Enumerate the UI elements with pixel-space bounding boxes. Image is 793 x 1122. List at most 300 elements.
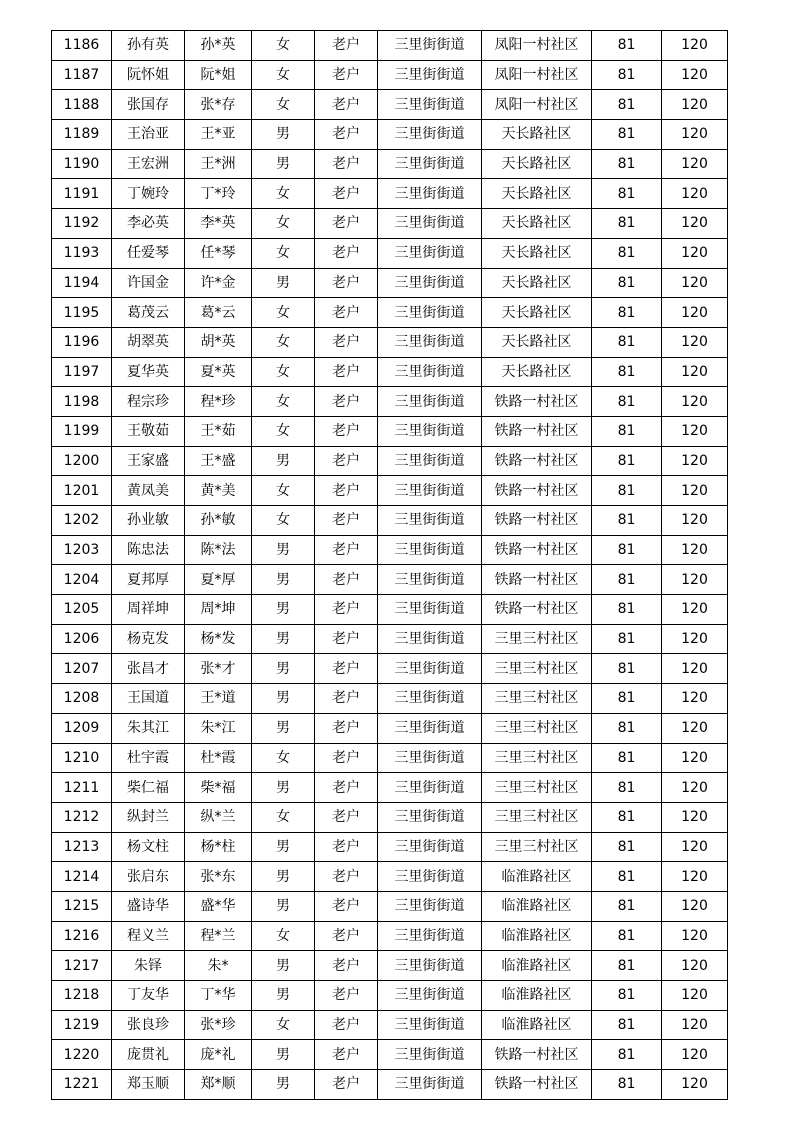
name-cell: 杨文柱 [112, 832, 185, 862]
household-type-cell: 老户 [315, 684, 378, 714]
row-number-cell: 1194 [52, 268, 112, 298]
amount-cell: 120 [662, 120, 728, 150]
table-row [52, 832, 728, 862]
amount-cell: 120 [662, 327, 728, 357]
row-number-cell: 1214 [52, 862, 112, 892]
community-cell: 铁路一村社区 [482, 387, 592, 417]
sex-cell: 男 [252, 654, 315, 684]
name-cell: 张良珍 [112, 1010, 185, 1040]
amount-cell: 120 [662, 357, 728, 387]
amount-cell: 120 [662, 506, 728, 536]
table-row [52, 149, 728, 179]
household-type-cell: 老户 [315, 60, 378, 90]
masked-name-cell: 王*道 [185, 684, 252, 714]
street-cell: 三里街街道 [378, 535, 482, 565]
community-cell: 天长路社区 [482, 120, 592, 150]
table-row [52, 357, 728, 387]
amount-cell: 120 [662, 684, 728, 714]
name-cell: 张国存 [112, 90, 185, 120]
household-type-cell: 老户 [315, 416, 378, 446]
sex-cell: 女 [252, 31, 315, 61]
age-cell: 81 [592, 951, 662, 981]
street-cell: 三里街街道 [378, 1070, 482, 1100]
sex-cell: 女 [252, 90, 315, 120]
sex-cell: 女 [252, 921, 315, 951]
household-type-cell: 老户 [315, 743, 378, 773]
table-row [52, 60, 728, 90]
table-row [52, 862, 728, 892]
age-cell: 81 [592, 981, 662, 1011]
table-row [52, 1070, 728, 1100]
row-number-cell: 1187 [52, 60, 112, 90]
sex-cell: 男 [252, 446, 315, 476]
amount-cell: 120 [662, 654, 728, 684]
household-type-cell: 老户 [315, 1040, 378, 1070]
name-cell: 朱其江 [112, 713, 185, 743]
table-row [52, 416, 728, 446]
name-cell: 陈忠法 [112, 535, 185, 565]
community-cell: 临淮路社区 [482, 981, 592, 1011]
street-cell: 三里街街道 [378, 209, 482, 239]
masked-name-cell: 张*才 [185, 654, 252, 684]
household-type-cell: 老户 [315, 624, 378, 654]
name-cell: 胡翠英 [112, 327, 185, 357]
sex-cell: 女 [252, 357, 315, 387]
household-type-cell: 老户 [315, 862, 378, 892]
name-cell: 盛诗华 [112, 891, 185, 921]
age-cell: 81 [592, 387, 662, 417]
amount-cell: 120 [662, 713, 728, 743]
row-number-cell: 1211 [52, 773, 112, 803]
household-type-cell: 老户 [315, 90, 378, 120]
amount-cell: 120 [662, 476, 728, 506]
household-type-cell: 老户 [315, 773, 378, 803]
community-cell: 三里三村社区 [482, 832, 592, 862]
masked-name-cell: 夏*厚 [185, 565, 252, 595]
row-number-cell: 1200 [52, 446, 112, 476]
community-cell: 铁路一村社区 [482, 535, 592, 565]
community-cell: 天长路社区 [482, 327, 592, 357]
name-cell: 郑玉顺 [112, 1070, 185, 1100]
sex-cell: 男 [252, 684, 315, 714]
sex-cell: 女 [252, 327, 315, 357]
household-type-cell: 老户 [315, 713, 378, 743]
street-cell: 三里街街道 [378, 862, 482, 892]
name-cell: 王敬茹 [112, 416, 185, 446]
household-type-cell: 老户 [315, 209, 378, 239]
street-cell: 三里街街道 [378, 357, 482, 387]
table-row [52, 476, 728, 506]
row-number-cell: 1217 [52, 951, 112, 981]
name-cell: 程宗珍 [112, 387, 185, 417]
age-cell: 81 [592, 832, 662, 862]
street-cell: 三里街街道 [378, 565, 482, 595]
age-cell: 81 [592, 268, 662, 298]
table-row [52, 120, 728, 150]
community-cell: 三里三村社区 [482, 684, 592, 714]
community-cell: 临淮路社区 [482, 921, 592, 951]
street-cell: 三里街街道 [378, 1040, 482, 1070]
sex-cell: 男 [252, 595, 315, 625]
name-cell: 王宏洲 [112, 149, 185, 179]
age-cell: 81 [592, 90, 662, 120]
row-number-cell: 1206 [52, 624, 112, 654]
amount-cell: 120 [662, 743, 728, 773]
age-cell: 81 [592, 535, 662, 565]
row-number-cell: 1205 [52, 595, 112, 625]
street-cell: 三里街街道 [378, 595, 482, 625]
row-number-cell: 1189 [52, 120, 112, 150]
amount-cell: 120 [662, 535, 728, 565]
household-type-cell: 老户 [315, 891, 378, 921]
sex-cell: 女 [252, 506, 315, 536]
age-cell: 81 [592, 506, 662, 536]
sex-cell: 男 [252, 565, 315, 595]
community-cell: 凤阳一村社区 [482, 31, 592, 61]
masked-name-cell: 张*存 [185, 90, 252, 120]
age-cell: 81 [592, 209, 662, 239]
row-number-cell: 1210 [52, 743, 112, 773]
name-cell: 阮怀姐 [112, 60, 185, 90]
table-row [52, 565, 728, 595]
age-cell: 81 [592, 862, 662, 892]
amount-cell: 120 [662, 209, 728, 239]
masked-name-cell: 王*盛 [185, 446, 252, 476]
age-cell: 81 [592, 298, 662, 328]
age-cell: 81 [592, 357, 662, 387]
street-cell: 三里街街道 [378, 743, 482, 773]
masked-name-cell: 葛*云 [185, 298, 252, 328]
table-row [52, 713, 728, 743]
sex-cell: 女 [252, 387, 315, 417]
row-number-cell: 1190 [52, 149, 112, 179]
sex-cell: 女 [252, 476, 315, 506]
row-number-cell: 1213 [52, 832, 112, 862]
community-cell: 铁路一村社区 [482, 565, 592, 595]
community-cell: 三里三村社区 [482, 743, 592, 773]
amount-cell: 120 [662, 31, 728, 61]
row-number-cell: 1192 [52, 209, 112, 239]
table-row [52, 268, 728, 298]
age-cell: 81 [592, 238, 662, 268]
masked-name-cell: 杨*柱 [185, 832, 252, 862]
community-cell: 天长路社区 [482, 179, 592, 209]
street-cell: 三里街街道 [378, 238, 482, 268]
street-cell: 三里街街道 [378, 327, 482, 357]
row-number-cell: 1219 [52, 1010, 112, 1040]
community-cell: 铁路一村社区 [482, 595, 592, 625]
masked-name-cell: 夏*英 [185, 357, 252, 387]
row-number-cell: 1193 [52, 238, 112, 268]
row-number-cell: 1202 [52, 506, 112, 536]
household-type-cell: 老户 [315, 149, 378, 179]
masked-name-cell: 黄*美 [185, 476, 252, 506]
name-cell: 杨克发 [112, 624, 185, 654]
age-cell: 81 [592, 446, 662, 476]
table-row [52, 951, 728, 981]
age-cell: 81 [592, 120, 662, 150]
name-cell: 周祥坤 [112, 595, 185, 625]
community-cell: 铁路一村社区 [482, 476, 592, 506]
table-row [52, 1010, 728, 1040]
age-cell: 81 [592, 327, 662, 357]
street-cell: 三里街街道 [378, 120, 482, 150]
amount-cell: 120 [662, 773, 728, 803]
street-cell: 三里街街道 [378, 179, 482, 209]
community-cell: 临淮路社区 [482, 891, 592, 921]
masked-name-cell: 任*琴 [185, 238, 252, 268]
name-cell: 张启东 [112, 862, 185, 892]
household-type-cell: 老户 [315, 298, 378, 328]
sex-cell: 男 [252, 120, 315, 150]
name-cell: 许国金 [112, 268, 185, 298]
amount-cell: 120 [662, 416, 728, 446]
age-cell: 81 [592, 179, 662, 209]
sex-cell: 女 [252, 179, 315, 209]
sex-cell: 男 [252, 773, 315, 803]
street-cell: 三里街街道 [378, 921, 482, 951]
amount-cell: 120 [662, 90, 728, 120]
household-type-cell: 老户 [315, 120, 378, 150]
table-row [52, 387, 728, 417]
sex-cell: 男 [252, 981, 315, 1011]
household-type-cell: 老户 [315, 595, 378, 625]
household-type-cell: 老户 [315, 387, 378, 417]
masked-name-cell: 庞*礼 [185, 1040, 252, 1070]
community-cell: 凤阳一村社区 [482, 90, 592, 120]
amount-cell: 120 [662, 951, 728, 981]
street-cell: 三里街街道 [378, 416, 482, 446]
table-row [52, 773, 728, 803]
table-row [52, 802, 728, 832]
table-row [52, 209, 728, 239]
name-cell: 黄凤美 [112, 476, 185, 506]
masked-name-cell: 朱* [185, 951, 252, 981]
masked-name-cell: 李*英 [185, 209, 252, 239]
row-number-cell: 1215 [52, 891, 112, 921]
community-cell: 天长路社区 [482, 149, 592, 179]
row-number-cell: 1218 [52, 981, 112, 1011]
masked-name-cell: 周*坤 [185, 595, 252, 625]
roster-table-body [52, 31, 728, 1100]
community-cell: 三里三村社区 [482, 802, 592, 832]
amount-cell: 120 [662, 238, 728, 268]
street-cell: 三里街街道 [378, 446, 482, 476]
household-type-cell: 老户 [315, 951, 378, 981]
sex-cell: 女 [252, 1010, 315, 1040]
community-cell: 凤阳一村社区 [482, 60, 592, 90]
sex-cell: 女 [252, 802, 315, 832]
masked-name-cell: 程*兰 [185, 921, 252, 951]
row-number-cell: 1198 [52, 387, 112, 417]
masked-name-cell: 王*亚 [185, 120, 252, 150]
row-number-cell: 1186 [52, 31, 112, 61]
table-row [52, 743, 728, 773]
masked-name-cell: 张*东 [185, 862, 252, 892]
amount-cell: 120 [662, 832, 728, 862]
amount-cell: 120 [662, 921, 728, 951]
masked-name-cell: 盛*华 [185, 891, 252, 921]
household-type-cell: 老户 [315, 357, 378, 387]
community-cell: 天长路社区 [482, 209, 592, 239]
name-cell: 王家盛 [112, 446, 185, 476]
sex-cell: 男 [252, 1070, 315, 1100]
table-row [52, 1040, 728, 1070]
name-cell: 夏邦厚 [112, 565, 185, 595]
community-cell: 三里三村社区 [482, 654, 592, 684]
street-cell: 三里街街道 [378, 891, 482, 921]
community-cell: 临淮路社区 [482, 1010, 592, 1040]
household-type-cell: 老户 [315, 238, 378, 268]
row-number-cell: 1209 [52, 713, 112, 743]
age-cell: 81 [592, 595, 662, 625]
masked-name-cell: 孙*敏 [185, 506, 252, 536]
age-cell: 81 [592, 60, 662, 90]
community-cell: 三里三村社区 [482, 713, 592, 743]
street-cell: 三里街街道 [378, 713, 482, 743]
sex-cell: 女 [252, 238, 315, 268]
sex-cell: 女 [252, 60, 315, 90]
masked-name-cell: 郑*顺 [185, 1070, 252, 1100]
age-cell: 81 [592, 1040, 662, 1070]
street-cell: 三里街街道 [378, 684, 482, 714]
sex-cell: 女 [252, 298, 315, 328]
community-cell: 天长路社区 [482, 357, 592, 387]
sex-cell: 女 [252, 416, 315, 446]
amount-cell: 120 [662, 179, 728, 209]
amount-cell: 120 [662, 1010, 728, 1040]
amount-cell: 120 [662, 60, 728, 90]
name-cell: 孙有英 [112, 31, 185, 61]
masked-name-cell: 柴*福 [185, 773, 252, 803]
masked-name-cell: 纵*兰 [185, 802, 252, 832]
amount-cell: 120 [662, 802, 728, 832]
household-type-cell: 老户 [315, 31, 378, 61]
name-cell: 张昌才 [112, 654, 185, 684]
masked-name-cell: 王*洲 [185, 149, 252, 179]
community-cell: 临淮路社区 [482, 862, 592, 892]
household-type-cell: 老户 [315, 327, 378, 357]
masked-name-cell: 王*茹 [185, 416, 252, 446]
name-cell: 任爱琴 [112, 238, 185, 268]
age-cell: 81 [592, 565, 662, 595]
age-cell: 81 [592, 416, 662, 446]
table-row [52, 921, 728, 951]
age-cell: 81 [592, 743, 662, 773]
household-type-cell: 老户 [315, 981, 378, 1011]
row-number-cell: 1216 [52, 921, 112, 951]
community-cell: 铁路一村社区 [482, 446, 592, 476]
row-number-cell: 1197 [52, 357, 112, 387]
name-cell: 杜宇霞 [112, 743, 185, 773]
masked-name-cell: 孙*英 [185, 31, 252, 61]
row-number-cell: 1204 [52, 565, 112, 595]
amount-cell: 120 [662, 446, 728, 476]
name-cell: 丁婉玲 [112, 179, 185, 209]
sex-cell: 男 [252, 862, 315, 892]
household-type-cell: 老户 [315, 654, 378, 684]
age-cell: 81 [592, 31, 662, 61]
sex-cell: 男 [252, 713, 315, 743]
street-cell: 三里街街道 [378, 60, 482, 90]
age-cell: 81 [592, 684, 662, 714]
street-cell: 三里街街道 [378, 506, 482, 536]
masked-name-cell: 胡*英 [185, 327, 252, 357]
amount-cell: 120 [662, 862, 728, 892]
household-type-cell: 老户 [315, 535, 378, 565]
age-cell: 81 [592, 149, 662, 179]
street-cell: 三里街街道 [378, 149, 482, 179]
age-cell: 81 [592, 1010, 662, 1040]
name-cell: 纵封兰 [112, 802, 185, 832]
row-number-cell: 1188 [52, 90, 112, 120]
sex-cell: 男 [252, 535, 315, 565]
amount-cell: 120 [662, 149, 728, 179]
table-row [52, 595, 728, 625]
street-cell: 三里街街道 [378, 832, 482, 862]
row-number-cell: 1220 [52, 1040, 112, 1070]
name-cell: 夏华英 [112, 357, 185, 387]
community-cell: 铁路一村社区 [482, 506, 592, 536]
sex-cell: 男 [252, 951, 315, 981]
name-cell: 李必英 [112, 209, 185, 239]
street-cell: 三里街街道 [378, 981, 482, 1011]
table-row [52, 891, 728, 921]
age-cell: 81 [592, 891, 662, 921]
name-cell: 王国道 [112, 684, 185, 714]
name-cell: 程义兰 [112, 921, 185, 951]
row-number-cell: 1207 [52, 654, 112, 684]
table-row [52, 298, 728, 328]
sex-cell: 女 [252, 209, 315, 239]
table-row [52, 654, 728, 684]
household-type-cell: 老户 [315, 802, 378, 832]
masked-name-cell: 许*金 [185, 268, 252, 298]
amount-cell: 120 [662, 891, 728, 921]
age-cell: 81 [592, 773, 662, 803]
table-row [52, 179, 728, 209]
table-row [52, 90, 728, 120]
age-cell: 81 [592, 1070, 662, 1100]
sex-cell: 男 [252, 832, 315, 862]
street-cell: 三里街街道 [378, 951, 482, 981]
street-cell: 三里街街道 [378, 802, 482, 832]
table-row [52, 684, 728, 714]
table-row [52, 981, 728, 1011]
row-number-cell: 1195 [52, 298, 112, 328]
street-cell: 三里街街道 [378, 654, 482, 684]
name-cell: 柴仁福 [112, 773, 185, 803]
document-page [51, 30, 727, 1100]
sex-cell: 女 [252, 743, 315, 773]
community-cell: 天长路社区 [482, 268, 592, 298]
amount-cell: 120 [662, 1070, 728, 1100]
age-cell: 81 [592, 713, 662, 743]
table-row [52, 624, 728, 654]
community-cell: 天长路社区 [482, 298, 592, 328]
street-cell: 三里街街道 [378, 476, 482, 506]
street-cell: 三里街街道 [378, 268, 482, 298]
name-cell: 葛茂云 [112, 298, 185, 328]
name-cell: 朱铎 [112, 951, 185, 981]
community-cell: 铁路一村社区 [482, 1070, 592, 1100]
street-cell: 三里街街道 [378, 773, 482, 803]
amount-cell: 120 [662, 1040, 728, 1070]
amount-cell: 120 [662, 624, 728, 654]
row-number-cell: 1203 [52, 535, 112, 565]
masked-name-cell: 阮*姐 [185, 60, 252, 90]
age-cell: 81 [592, 921, 662, 951]
